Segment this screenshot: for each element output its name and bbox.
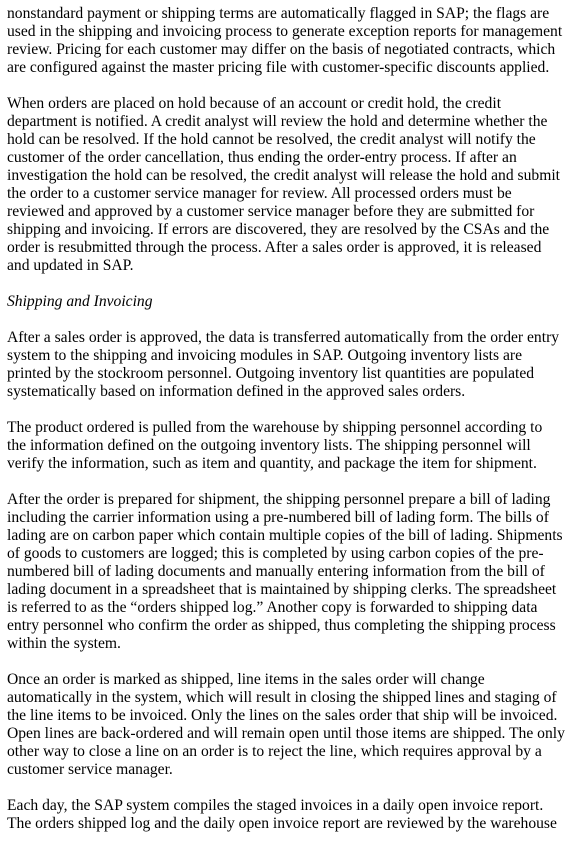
- paragraph-order-transfer: After a sales order is approved, the data is transferred automatically from the order entry system to the shipping and invoicing modules in SAP. Outgoing inventory lists are printed by the stockroom personnel. Outgoing inventory list quantities are populated systematically based on information defined in the approved sales orders.: [7, 329, 560, 400]
- paragraph-daily-invoice: Each day, the SAP system compiles the staged invoices in a daily open invoice report. The orders shipped log and the daily open invoice report are reviewed by the warehouse: [7, 797, 557, 832]
- section-heading-shipping-invoicing: Shipping and Invoicing: [7, 293, 153, 310]
- paragraph-product-pull: The product ordered is pulled from the warehouse by shipping personnel according to the information defined on the outgoing inventory lists. The shipping personnel will verify the information, such as item and quantity, and package the item for shipment.: [7, 419, 543, 472]
- paragraph-pricing: nonstandard payment or shipping terms are automatically flagged in SAP; the flags are used in the shipping and invoicing process to generate exception reports for management review. Pricing for each customer may differ on the basis of negotiated contracts, which are configured against the master pricing file with customer-specific discounts applied.: [7, 5, 563, 76]
- document-page: [7, 5, 565, 851]
- paragraph-credit-hold: When orders are placed on hold because of an account or credit hold, the credit department is notified. A credit analyst will review the hold and determine whether the hold can be resolved. If the hold cannot be resolved, the credit analyst will notify the customer of the order cancellation, thus ending the order-entry process. If after an investigation the hold can be resolved, the credit analyst will release the hold and submit the order to a customer service manager for review. All processed orders must be reviewed and approved by a customer service manager before they are submitted for shipping and invoicing. If errors are discovered, they are resolved by the CSAs and the order is resubmitted through the process. After a sales order is approved, it is released and updated in SAP.: [7, 95, 560, 274]
- paragraph-line-items: Once an order is marked as shipped, line items in the sales order will change automatically in the system, which will result in closing the shipped lines and staging of the line items to be invoiced. Only the lines on the sales order that ship will be invoiced. Open lines are back-ordered and will remain open until those items are shipped. The only other way to close a line on an order is to reject the line, which requires approval by a customer service manager.: [7, 671, 565, 778]
- paragraph-bill-of-lading: After the order is prepared for shipment, the shipping personnel prepare a bill of lading including the carrier information using a pre-numbered bill of lading form. The bills of lading are on carbon paper which contain multiple copies of the bill of lading. Shipments of goods to customers are logged; this is completed by using carbon copies of the pre-numbered bill of lading documents and manually entering information from the bill of lading document in a spreadsheet that is maintained by shipping clerks. The spreadsheet is referred to as the “orders shipped log.” Another copy is forwarded to shipping data entry personnel who confirm the order as shipped, thus completing the shipping process within the system.: [7, 491, 563, 652]
